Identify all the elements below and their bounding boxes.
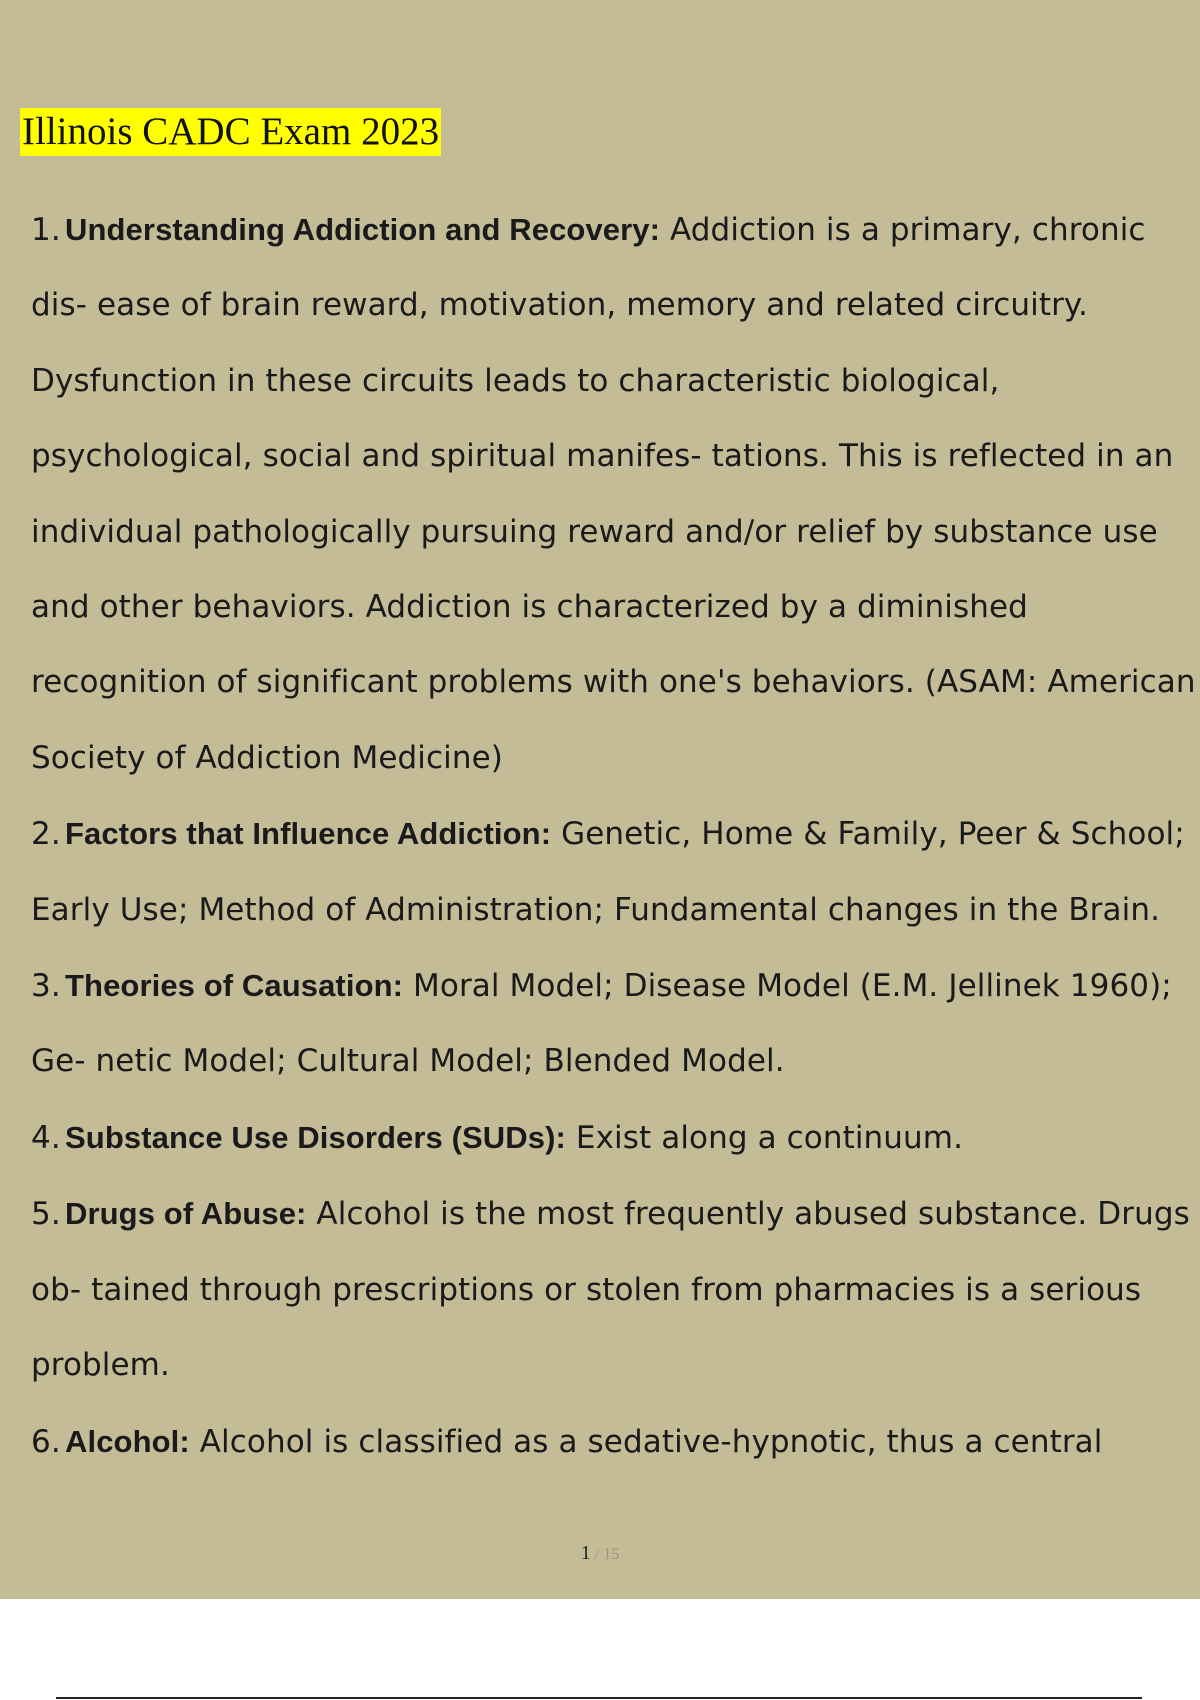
item-number: 6. [31,1423,61,1460]
next-page-top-rule [56,1697,1142,1699]
page-indicator [0,1542,1200,1565]
document-title: Illinois CADC Exam 2023 [20,108,441,156]
list-item [31,948,1196,1100]
study-items-list [31,192,1196,1480]
item-number: 3. [31,968,61,1005]
item-text: Exist along a continuum. [565,1119,964,1156]
page-separator: / [594,1546,600,1563]
list-item [31,796,1196,948]
list-item [31,1100,1196,1176]
item-number: 1. [31,212,61,248]
item-text: Alcohol is classified as a sedative-hypnotic, thus a central [189,1423,1103,1460]
item-number: 2. [31,816,61,853]
item-text: Addiction is a primary, chronic dis- ease of brain reward, motivation, memory and related circuitry. Dysfunction in these circuits leads to characteristic biological, psychological, social and spiritual manifes- tations. This is reflected in an individual pathologically pursuing reward and/or relief by substance use and other behaviors. Addiction is characterized by a diminished recognition of significant problems with one's behaviors. (ASAM: American Society of Addiction Medicine) [31,212,1196,776]
item-number: 5. [31,1196,61,1233]
item-term: Alcohol: [65,1423,190,1459]
item-number: 4. [31,1119,61,1156]
list-item [31,192,1196,796]
list-item [31,1404,1196,1480]
item-text: Genetic, Home & Family, Peer & School; Early Use; Method of Administration; Fundamental changes in the Brain. [31,816,1185,928]
item-text: Alcohol is the most frequently abused substance. Drugs ob- tained through prescriptions or stolen from pharmacies is a serious problem. [31,1196,1190,1384]
item-text: Moral Model; Disease Model (E.M. Jellinek 1960); Ge- netic Model; Cultural Model; Blended Model. [31,968,1172,1080]
current-page-number: 1 [580,1542,591,1564]
list-item [31,1176,1196,1403]
item-term: Theories of Causation: [65,968,404,1004]
total-page-count: 15 [603,1546,620,1563]
item-term: Factors that Influence Addiction: [65,816,552,852]
item-term: Substance Use Disorders (SUDs): [65,1119,566,1155]
item-term: Understanding Addiction and Recovery: [65,212,661,247]
item-term: Drugs of Abuse: [65,1196,307,1232]
